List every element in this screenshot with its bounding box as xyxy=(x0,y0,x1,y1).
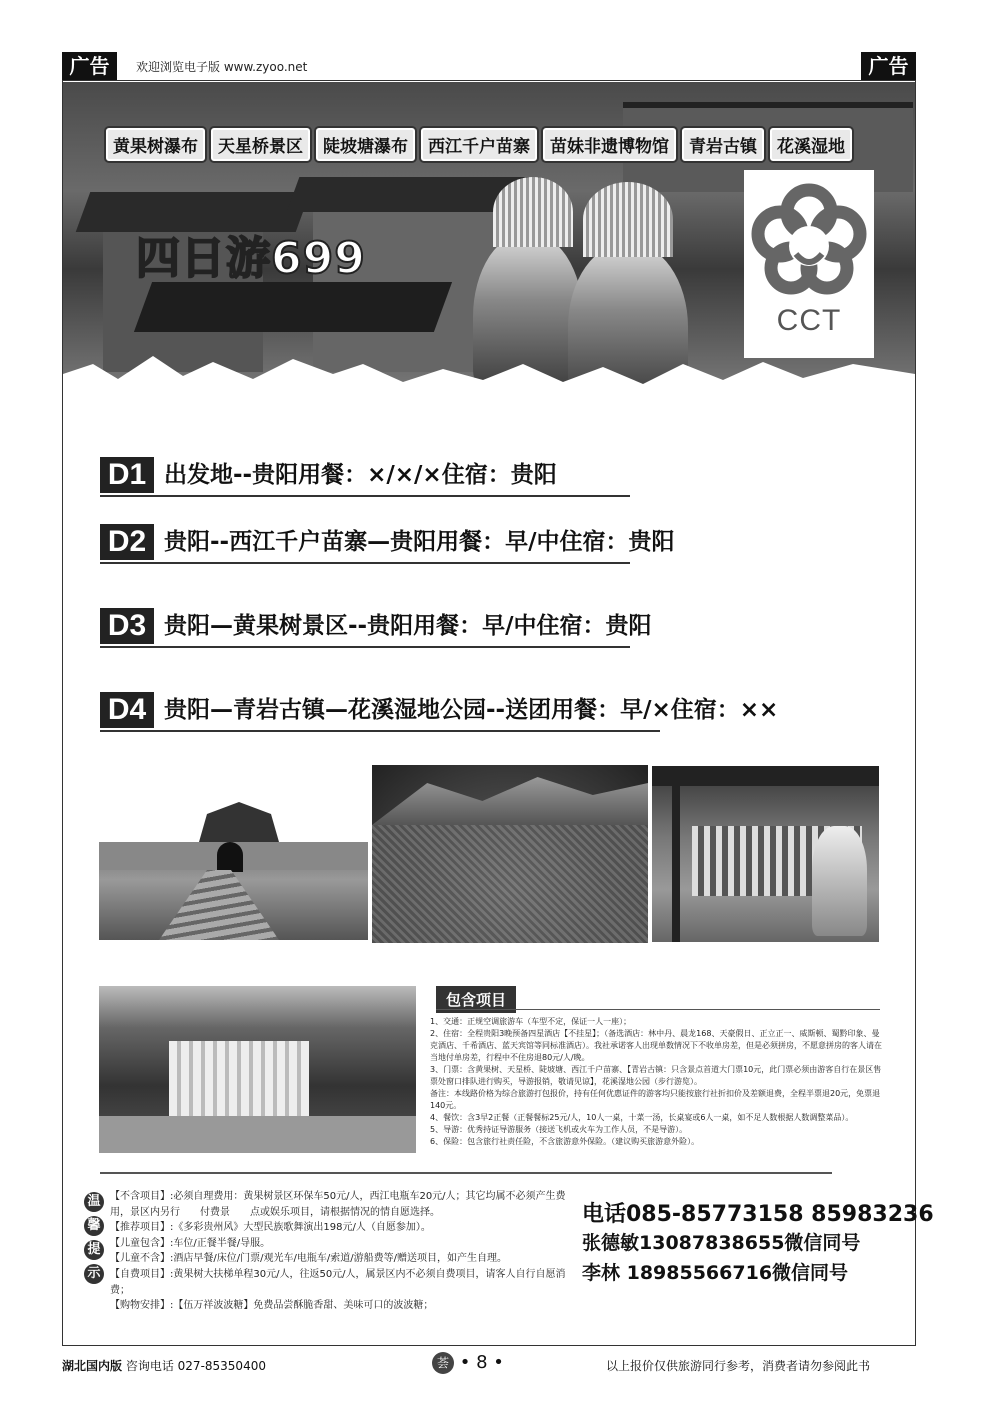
includes-item: 备注：本线路价格为综合旅游打包报价，持有任何优惠证件的游客均只能按旅行社折扣价及差额退费，全程半票退20元，免票退140元。 xyxy=(430,1089,881,1110)
day-description: 出发地--贵阳用餐：×/×/×住宿：贵阳 xyxy=(164,462,557,488)
contact-phone: 电话085-85773158 85983236 xyxy=(582,1202,934,1227)
includes-item: 1、交通：正规空调旅游车（车型不定，保证一人一座）； xyxy=(430,1017,632,1026)
tips-circle: 提 xyxy=(84,1240,104,1260)
scenic-spot-tag: 西江千户苗寨 xyxy=(421,128,537,161)
footer-note: 以上报价仅供旅游同行参考，消费者请勿参阅此书 xyxy=(606,1359,871,1373)
scenic-spot-list xyxy=(106,128,852,161)
tips-line: 【推荐项目】:《多彩贵州风》大型民族歌舞演出198元/人（自愿参加）。 xyxy=(110,1222,431,1234)
includes-title: 包含项目 xyxy=(436,986,516,1013)
ad-label-left: 广告 xyxy=(62,52,117,80)
scenic-spot-tag: 陡坡塘瀑布 xyxy=(316,128,415,161)
includes-item: 5、导游：优秀持证导游服务（接送飞机或火车为工作人员，不是导游）。 xyxy=(430,1125,688,1134)
tips-list xyxy=(110,1189,570,1314)
day-underline xyxy=(100,562,630,564)
section-divider xyxy=(100,1172,832,1174)
day-underline xyxy=(100,730,660,732)
footer-edition: 湖北国内版 xyxy=(62,1359,123,1373)
day-badge: D4 xyxy=(100,692,154,728)
includes-item: 6、保险：包含旅行社责任险，不含旅游意外保险。（建议购买旅游意外险）。 xyxy=(430,1137,700,1146)
includes-item: 2、住宿：全程贵阳3晚预备四星酒店【不挂星】；（备选酒店：林中丹、晨龙168、天豪假日、正立正一、威斯顿、蜀黔印象、曼克酒店、千希酒店、蓝天宾馆等同标准酒店）。我社承诺客人出现单数情况下不收单房差，但是必须拼房，不愿意拼房的客人请在当地付单房差，行程中不住房退80元/人/晚。 xyxy=(430,1029,882,1062)
photo-ancient-gate xyxy=(99,790,368,940)
hero-silver-crown xyxy=(583,182,673,257)
tips-line: 【自费项目】:黄果树大扶梯单程30元/人，往返50元/人，属景区内不必须自费项目，请客人自行自愿消费； xyxy=(110,1268,566,1296)
footer-page: 荟 • 8 • xyxy=(432,1352,504,1374)
page-number: 8 xyxy=(476,1352,488,1373)
header-url-text: 欢迎浏览电子版 www.zyoo.net xyxy=(136,60,308,74)
tips-line: 【不含项目】:必须自理费用：黄果树景区环保车50元/人，西江电瓶车20元/人；其它均属不必须产生费用，景区内另行 付费景 点或娱乐项目，请根据情况的情自愿选择。 xyxy=(110,1191,566,1218)
page-badge: 荟 xyxy=(432,1352,454,1374)
contact-person-1: 张德敏13087838655微信同号 xyxy=(582,1232,861,1254)
tips-circle: 温 xyxy=(84,1192,104,1212)
scenic-spot-tag: 花溪湿地 xyxy=(770,128,852,161)
day-underline xyxy=(100,646,630,648)
tour-title: 四日游699 xyxy=(136,233,366,284)
footer-phone: 咨询电话 027-85350400 xyxy=(125,1359,266,1373)
scenic-spot-tag: 黄果树瀑布 xyxy=(106,128,205,161)
photo-miao-performers xyxy=(652,766,879,942)
hero-roof xyxy=(134,282,452,332)
scenic-spot-tag: 苗妹非遗博物馆 xyxy=(543,128,676,161)
includes-item: 3、门票：含黄果树、天星桥、陡坡塘、西江千户苗寨、【青岩古镇：只含景点首道大门票10元，此门票必须由游客自行在景区售票处窗口排队进行购买，导游报销，敬请见谅】，花溪湿地公园（步行游览）。 xyxy=(430,1065,882,1086)
tips-circle: 馨 xyxy=(84,1216,104,1236)
day-description: 贵阳--西江千户苗寨—贵阳用餐：早/中住宿：贵阳 xyxy=(164,529,675,555)
day-description: 贵阳—黄果树景区--贵阳用餐：早/中住宿：贵阳 xyxy=(164,613,652,639)
cct-logo xyxy=(744,170,874,358)
footer-left xyxy=(62,1357,266,1374)
cct-logo-text: CCT xyxy=(776,304,842,337)
contact-person-2: 李林 18985566716微信同号 xyxy=(582,1262,849,1284)
day-underline xyxy=(100,495,630,497)
tips-line: 【购物安排】:【伍万祥波波糖】免费品尝酥脆香甜、美味可口的波波糖； xyxy=(110,1300,434,1312)
includes-list xyxy=(430,1016,882,1148)
includes-rule xyxy=(436,1009,880,1010)
day-description: 贵阳—青岩古镇—花溪湿地公园--送团用餐：早/×住宿：×× xyxy=(164,697,779,723)
scenic-spot-tag: 青岩古镇 xyxy=(682,128,764,161)
scenic-spot-tag: 天星桥景区 xyxy=(211,128,310,161)
photo-waterfall xyxy=(99,986,416,1153)
hero-silver-crown xyxy=(493,177,573,247)
tips-line: 【儿童不含】:酒店早餐/床位/门票/观光车/电瓶车/索道/游船费等/赠送项目，如产生自理。 xyxy=(110,1253,507,1265)
tips-circle: 示 xyxy=(84,1264,104,1284)
includes-item: 4、餐饮：含3早2正餐（正餐餐标25元/人，10人一桌，十菜一汤，长桌宴或6人一桌，如不足人数根据人数调整菜品）。 xyxy=(430,1113,854,1122)
ad-label-right: 广告 xyxy=(861,52,916,80)
photo-miao-village xyxy=(372,765,648,943)
cct-flower-icon xyxy=(744,174,874,304)
day-badge: D2 xyxy=(100,524,154,560)
day-badge: D1 xyxy=(100,457,154,493)
day-badge: D3 xyxy=(100,608,154,644)
tips-line: 【儿童包含】:车位/正餐半餐/导服。 xyxy=(110,1237,271,1249)
